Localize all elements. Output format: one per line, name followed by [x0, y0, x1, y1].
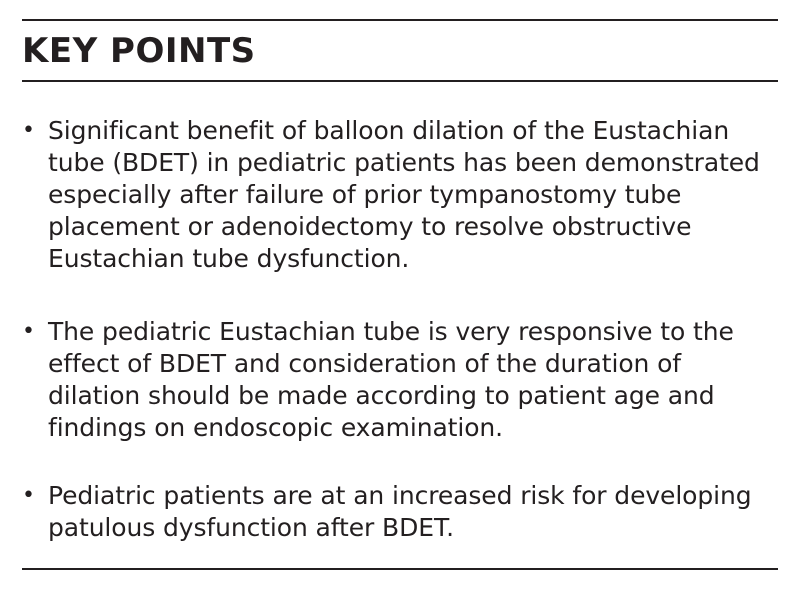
key-point-text: The pediatric Eustachian tube is very responsive to the effect of BDET and consideration of the duration of dilation should be made according to patient age and findings on endoscopic examination.	[48, 317, 734, 442]
bullet-icon: •	[22, 118, 35, 143]
bullet-icon: •	[22, 319, 35, 344]
key-points-heading: KEY POINTS	[22, 31, 256, 71]
bullet-icon: •	[22, 483, 35, 508]
key-point-text: Significant benefit of balloon dilation of the Eustachian tube (BDET) in pediatric patients has been demonstrated especially after failure of prior tympanostomy tube placement or adenoidectomy to resolve obstructive Eustachian tube dysfunction.	[48, 116, 760, 273]
top-rule	[22, 19, 778, 21]
heading-rule	[22, 80, 778, 82]
key-point-text: Pediatric patients are at an increased risk for developing patulous dysfunction after BDET.	[48, 481, 752, 542]
bottom-rule	[22, 568, 778, 570]
key-points-box	[22, 0, 778, 592]
